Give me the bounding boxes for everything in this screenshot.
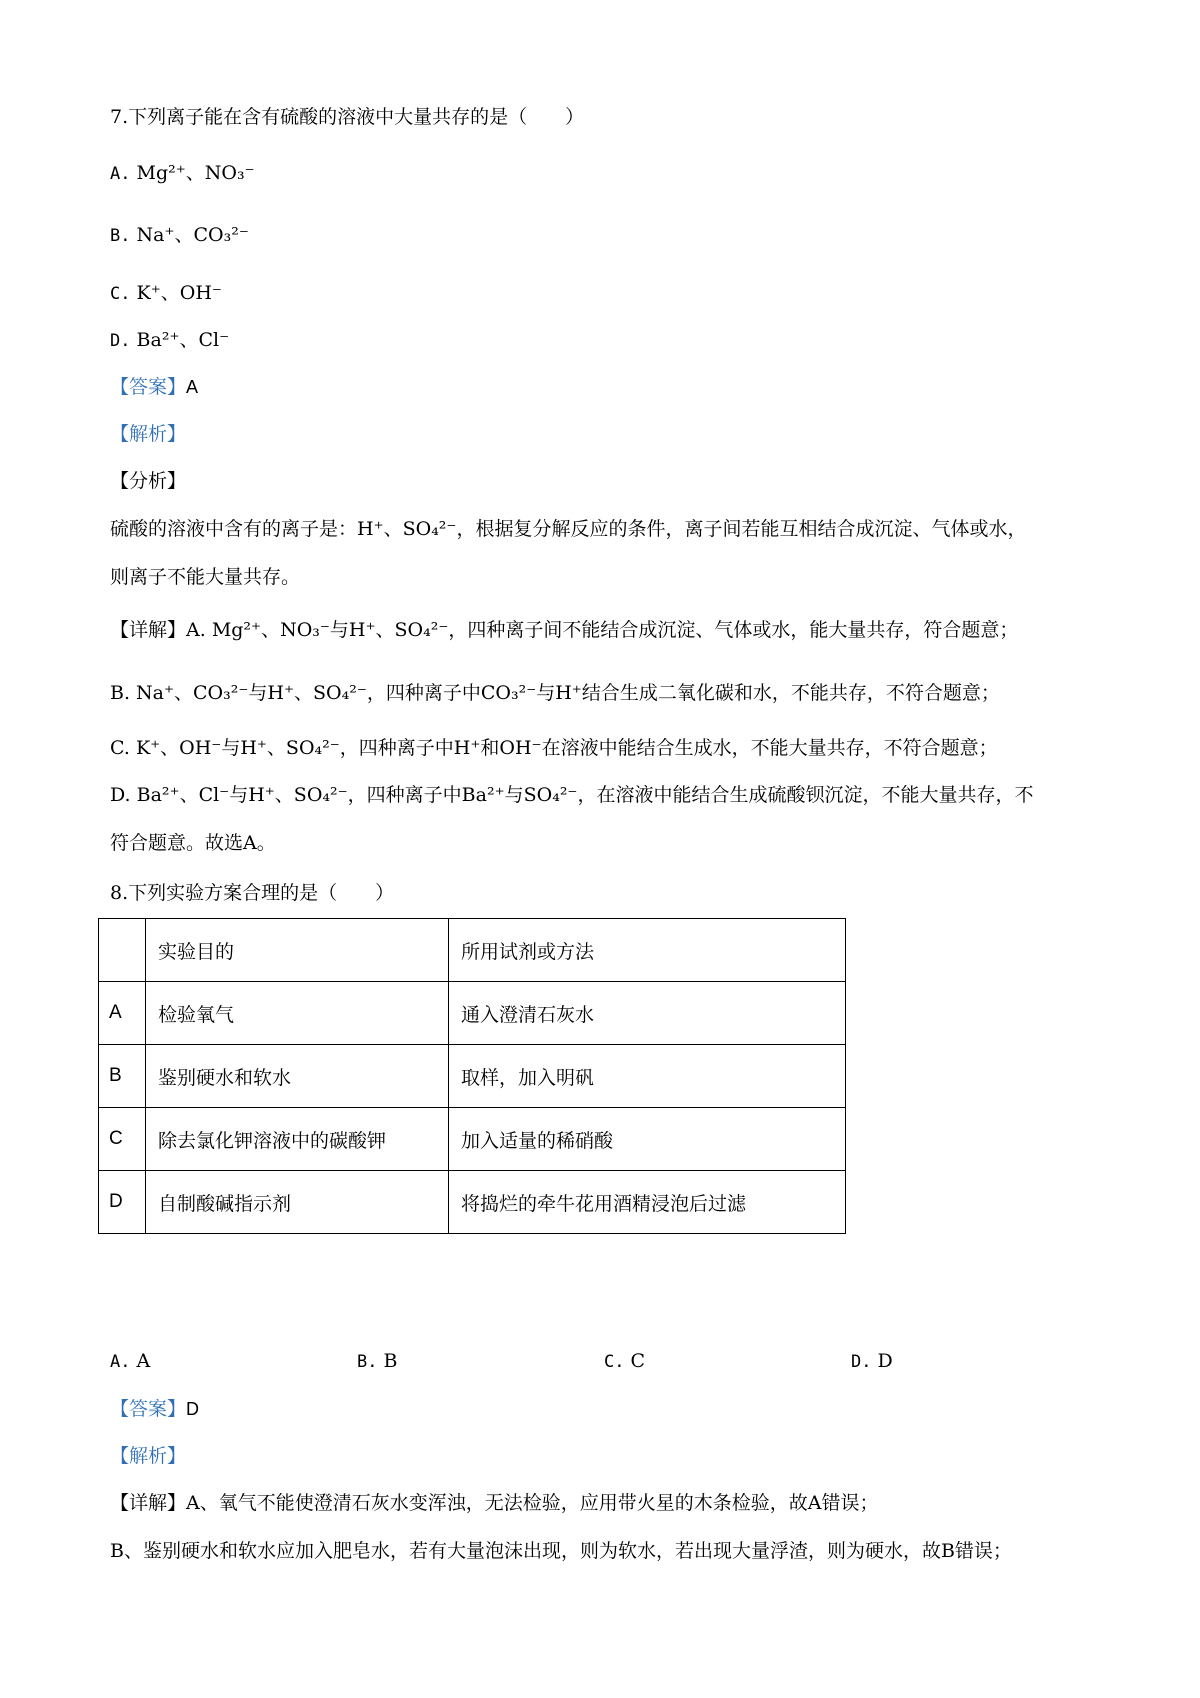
q8-stem: 8.下列实验方案合理的是（ ） — [110, 882, 395, 904]
table-cell: B — [99, 1045, 146, 1108]
table-row — [99, 1108, 846, 1171]
table-row — [99, 1171, 846, 1234]
option-label: C. — [604, 1352, 625, 1372]
q7-detail-b: B. Na⁺、CO₃²⁻与H⁺、SO₄²⁻，四种离子中CO₃²⁻与H⁺结合生成二氧化碳和水，不能共存，不符合题意； — [110, 682, 1000, 704]
detail-tag: 【详解】 — [110, 1492, 187, 1514]
q7-option-d — [110, 327, 229, 354]
q7-option-c — [110, 280, 222, 307]
table-cell: 取样，加入明矾 — [449, 1045, 846, 1108]
table-cell: 检验氧气 — [146, 982, 449, 1045]
option-text: A — [136, 1350, 151, 1372]
option-label: D. — [110, 331, 131, 351]
q7-detail-a — [110, 617, 1018, 643]
option-text: Na⁺、CO₃²⁻ — [136, 224, 249, 246]
option-label: A. — [110, 164, 131, 184]
q8-jiexi-tag: 【解析】 — [110, 1445, 187, 1467]
q8-option-a — [110, 1348, 150, 1375]
q8-option-d — [851, 1348, 893, 1375]
detail-text: A、氧气不能使澄清石灰水变浑浊，无法检验，应用带火星的木条检验，故A错误； — [186, 1492, 879, 1514]
option-text: B — [383, 1350, 398, 1372]
table-cell: 除去氯化钾溶液中的碳酸钾 — [146, 1108, 449, 1171]
option-text: K⁺、OH⁻ — [136, 282, 222, 304]
q8-experiment-table — [98, 918, 846, 1234]
table-cell: A — [99, 982, 146, 1045]
option-label: C. — [110, 284, 131, 304]
answer-tag: 【答案】 — [110, 1398, 187, 1420]
option-label: B. — [357, 1352, 378, 1372]
answer-value: A — [186, 377, 199, 397]
option-text: D — [877, 1350, 893, 1372]
table-cell: D — [99, 1171, 146, 1234]
option-text: Mg²⁺、NO₃⁻ — [136, 162, 255, 184]
q8-detail-a — [110, 1490, 878, 1516]
q8-answer — [110, 1396, 199, 1422]
option-label: A. — [110, 1352, 131, 1372]
q7-stem: 7.下列离子能在含有硫酸的溶液中大量共存的是（ ） — [110, 106, 585, 128]
option-text: Ba²⁺、Cl⁻ — [136, 329, 230, 351]
detail-tag: 【详解】 — [110, 619, 187, 641]
q7-fenxi-tag: 【分析】 — [110, 470, 187, 492]
detail-text: A. Mg²⁺、NO₃⁻与H⁺、SO₄²⁻，四种离子间不能结合成沉淀、气体或水，能大量共存，符合题意； — [186, 619, 1019, 641]
q7-detail-d-line1: D. Ba²⁺、Cl⁻与H⁺、SO₄²⁻，四种离子中Ba²⁺与SO₄²⁻，在溶液中能结合生成硫酸钡沉淀，不能大量共存，不 — [110, 784, 1034, 806]
q7-fenxi-line1: 硫酸的溶液中含有的离子是：H⁺、SO₄²⁻，根据复分解反应的条件，离子间若能互相结合成沉淀、气体或水， — [110, 518, 1027, 540]
table-row — [99, 1045, 846, 1108]
q8-detail-b: B、鉴别硬水和软水应加入肥皂水，若有大量泡沫出现，则为软水，若出现大量浮渣，则为硬水，故B错误； — [110, 1540, 1012, 1562]
q7-detail-c: C. K⁺、OH⁻与H⁺、SO₄²⁻，四种离子中H⁺和OH⁻在溶液中能结合生成水，不能大量共存，不符合题意； — [110, 737, 998, 759]
table-cell: 加入适量的稀硝酸 — [449, 1108, 846, 1171]
q7-answer — [110, 374, 198, 400]
q7-detail-d-line2: 符合题意。故选A。 — [110, 832, 276, 854]
table-cell: 将捣烂的牵牛花用酒精浸泡后过滤 — [449, 1171, 846, 1234]
option-label: D. — [851, 1352, 872, 1372]
table-header-row — [99, 919, 846, 982]
option-label: B. — [110, 226, 131, 246]
q8-option-c — [604, 1348, 645, 1375]
table-cell: 通入澄清石灰水 — [449, 982, 846, 1045]
q7-option-b — [110, 222, 249, 249]
table-cell: 鉴别硬水和软水 — [146, 1045, 449, 1108]
answer-tag: 【答案】 — [110, 376, 187, 398]
table-row — [99, 982, 846, 1045]
table-header-method: 所用试剂或方法 — [449, 919, 846, 982]
answer-value: D — [186, 1399, 200, 1419]
table-cell: 自制酸碱指示剂 — [146, 1171, 449, 1234]
table-cell: C — [99, 1108, 146, 1171]
table-cell — [99, 919, 146, 982]
option-text: C — [630, 1350, 646, 1372]
q7-fenxi-line2: 则离子不能大量共存。 — [110, 566, 301, 588]
q7-jiexi-tag: 【解析】 — [110, 423, 187, 445]
table-header-purpose: 实验目的 — [146, 919, 449, 982]
q8-option-b — [357, 1348, 398, 1375]
q7-option-a — [110, 160, 255, 187]
